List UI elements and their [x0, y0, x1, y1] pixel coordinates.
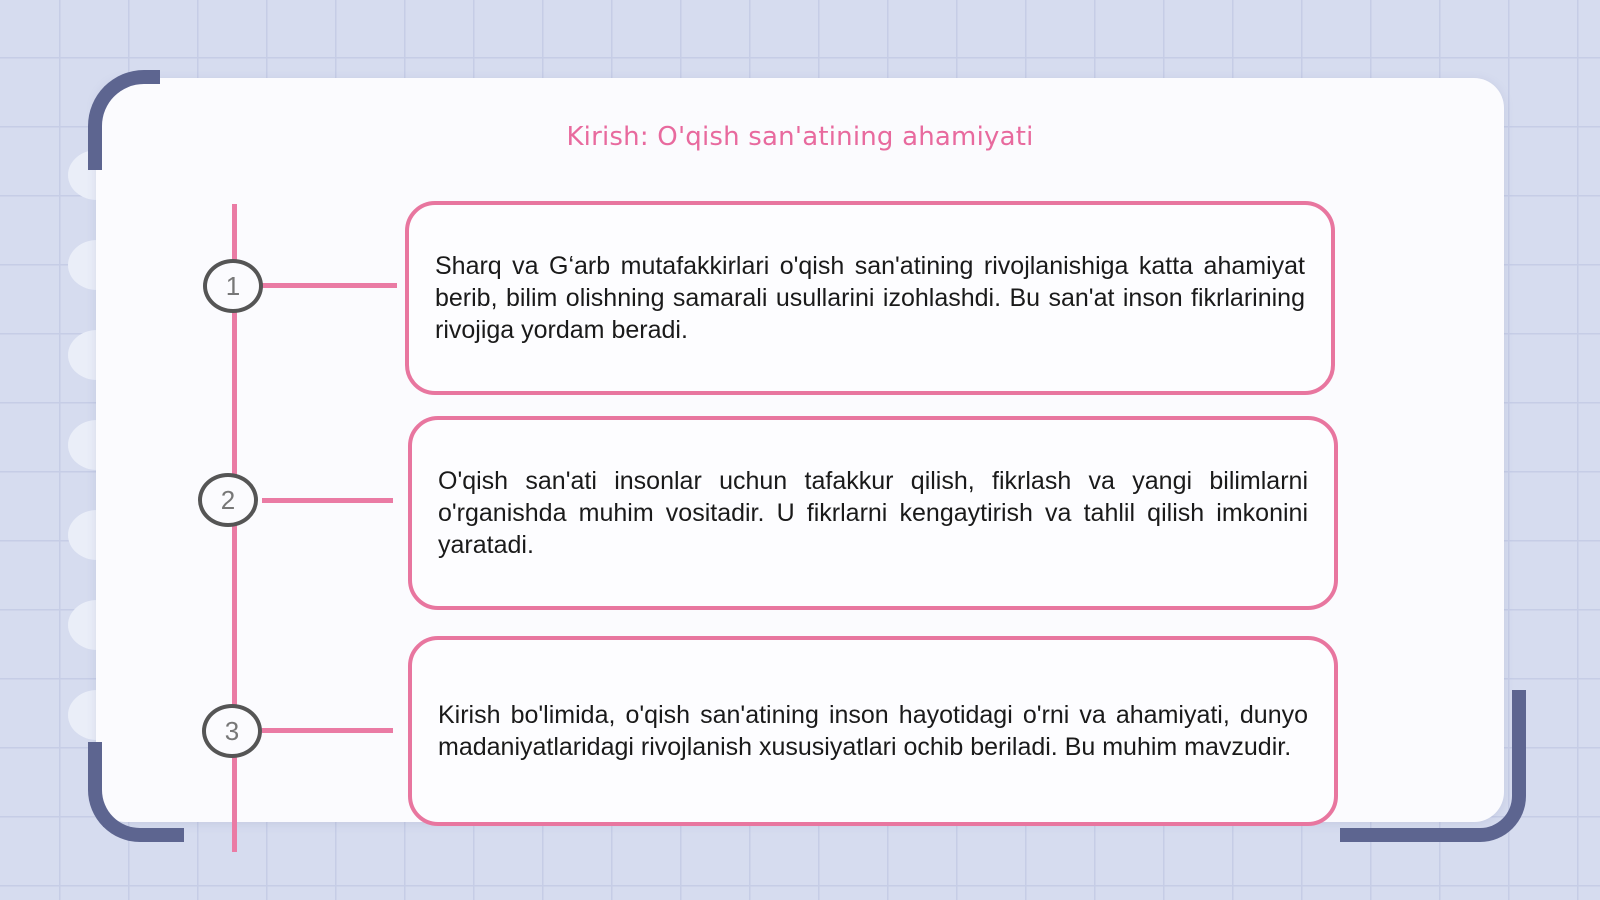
- card-text-2: O'qish san'ati insonlar uchun tafakkur qilish, fikrlash va yangi bilimlarni o'rganishda muhim vositadir. U fikrlarni kengaytirish va tahlil qilish imkonini yaratadi.: [438, 467, 1308, 559]
- step-number-1: 1: [203, 259, 263, 313]
- corner-bracket-bottom-right: [1340, 690, 1526, 842]
- card-text-3: Kirish bo'limida, o'qish san'atining inson hayotidagi o'rni va ahamiyati, dunyo madaniyatlaridagi rivojlanish xususiyatlari ochib beriladi. Bu muhim mavzudir.: [438, 701, 1308, 761]
- timeline-connector-3: [262, 728, 393, 733]
- content-card-3: [408, 636, 1338, 826]
- timeline-connector-2: [262, 498, 393, 503]
- corner-bracket-bottom-left: [88, 742, 184, 842]
- corner-bracket-top-left: [88, 70, 160, 170]
- card-text-1: Sharq va Gʻarb mutafakkirlari o'qish san'atining rivojlanishiga katta ahamiyat berib, bilim olishning samarali usullarini izohlashdi. Bu san'at inson fikrlarining rivojiga yordam beradi.: [435, 252, 1305, 344]
- slide-title: Kirish: O'qish san'atining ahamiyati: [566, 122, 1034, 152]
- content-card-1: [405, 201, 1335, 395]
- step-number-2: 2: [198, 473, 258, 527]
- timeline-connector-1: [262, 283, 397, 288]
- step-number-3: 3: [202, 704, 262, 758]
- content-card-2: [408, 416, 1338, 610]
